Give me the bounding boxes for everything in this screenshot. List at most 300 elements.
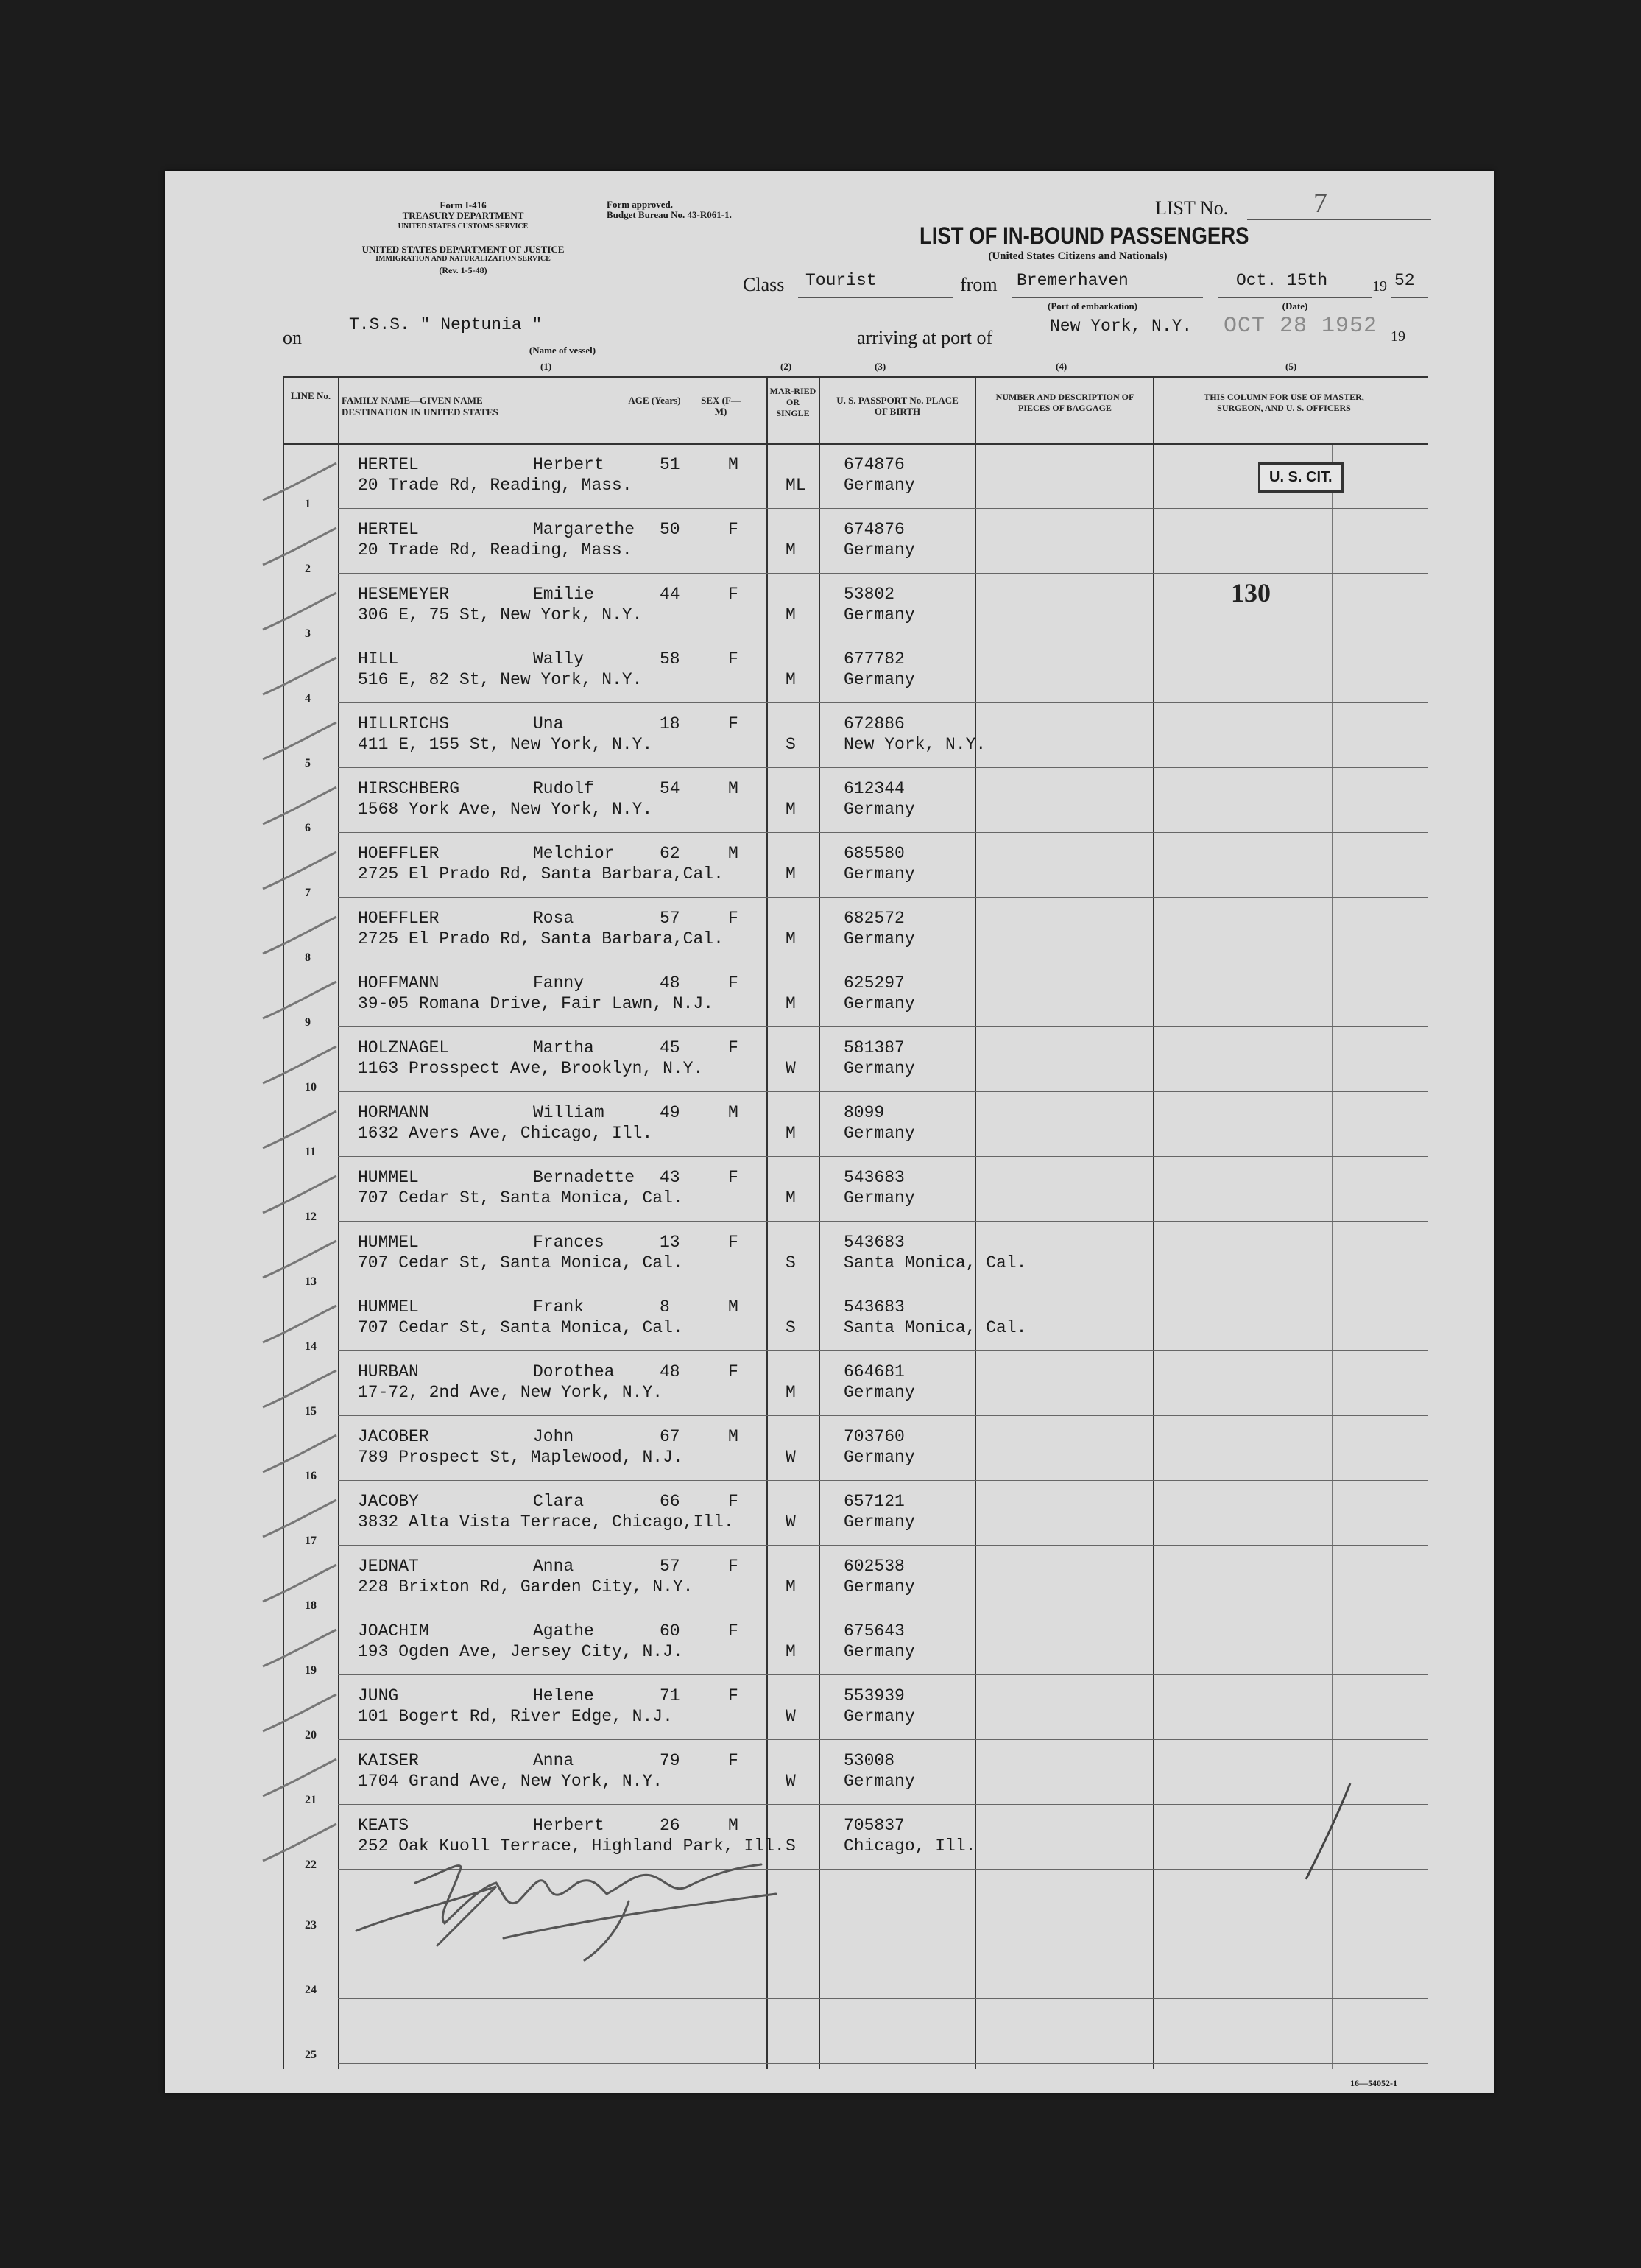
line-number: 22 (305, 1859, 317, 1871)
sex: M (728, 779, 738, 798)
header-line-no: LINE No. (290, 390, 331, 401)
pencil-tick (259, 589, 340, 633)
destination: 2725 El Prado Rd, Santa Barbara,Cal. (358, 929, 724, 948)
given-name: Emilie (533, 585, 594, 604)
passport-number: 53008 (844, 1751, 895, 1770)
sex: F (728, 585, 738, 604)
header-sex: SEX (F—M) (701, 395, 741, 417)
destination: 2725 El Prado Rd, Santa Barbara,Cal. (358, 864, 724, 884)
sex: F (728, 1686, 738, 1705)
destination: 707 Cedar St, Santa Monica, Cal. (358, 1318, 683, 1337)
pencil-tick (259, 1172, 340, 1216)
line-number: 9 (305, 1016, 311, 1029)
row-rule (338, 1156, 1428, 1157)
age: 58 (660, 649, 680, 669)
line-number: 15 (305, 1405, 317, 1418)
table-row (165, 963, 1494, 1028)
table-row (165, 639, 1494, 704)
table-row-empty (165, 2000, 1494, 2065)
place-of-birth: Germany (844, 1707, 915, 1726)
passport-number: 581387 (844, 1038, 905, 1057)
place-of-birth: New York, N.Y. (844, 735, 987, 754)
pencil-tick (259, 719, 340, 763)
marital-status: W (786, 1059, 796, 1078)
passport-number: 675643 (844, 1621, 905, 1641)
justice-dept: UNITED STATES DEPARTMENT OF JUSTICE (361, 244, 565, 255)
pencil-tick (259, 848, 340, 892)
destination: 252 Oak Kuoll Terrace, Highland Park, Ill. (358, 1836, 785, 1856)
pencil-tick (259, 1496, 340, 1540)
place-of-birth: Germany (844, 1383, 915, 1402)
given-name: William (533, 1103, 604, 1122)
place-of-birth: Germany (844, 929, 915, 948)
passport-number: 703760 (844, 1427, 905, 1446)
sex: F (728, 1168, 738, 1187)
given-name: Dorothea (533, 1362, 615, 1381)
place-of-birth: Germany (844, 1188, 915, 1208)
family-name: HORMANN (358, 1103, 429, 1122)
row-rule (338, 897, 1428, 898)
age: 45 (660, 1038, 680, 1057)
row-rule (338, 1091, 1428, 1092)
passport-number: 553939 (844, 1686, 905, 1705)
line-number: 4 (305, 692, 311, 705)
arriving-label: arriving at port of (857, 327, 993, 348)
line-number: 12 (305, 1211, 317, 1223)
given-name: Margarethe (533, 520, 635, 539)
place-of-birth: Chicago, Ill. (844, 1836, 976, 1856)
destination: 1568 York Ave, New York, N.Y. (358, 800, 653, 819)
family-name: HERTEL (358, 455, 419, 474)
col-num-5: (5) (1285, 361, 1297, 372)
place-of-birth: Germany (844, 1772, 915, 1791)
passport-number: 664681 (844, 1362, 905, 1381)
count-stamp: 130 (1231, 578, 1271, 608)
sex: F (728, 714, 738, 733)
row-rule (338, 1026, 1428, 1027)
marital-status: S (786, 735, 796, 754)
sex: F (728, 1557, 738, 1576)
table-row (165, 1741, 1494, 1806)
line-number: 24 (305, 1984, 317, 1996)
line-number: 1 (305, 498, 311, 510)
table-row (165, 510, 1494, 574)
pencil-tick (259, 1431, 340, 1476)
passport-number: 543683 (844, 1233, 905, 1252)
line-number: 21 (305, 1794, 317, 1806)
sex: F (728, 1362, 738, 1381)
date-underline (1218, 297, 1372, 298)
destination: 1704 Grand Ave, New York, N.Y. (358, 1772, 663, 1791)
manifest-subtitle: (United States Citizens and Nationals) (988, 250, 1168, 262)
pencil-tick (259, 1237, 340, 1281)
pencil-tick (259, 783, 340, 828)
given-name: Rosa (533, 909, 574, 928)
destination: 306 E, 75 St, New York, N.Y. (358, 605, 643, 624)
pencil-tick (259, 1561, 340, 1605)
vessel-caption: (Name of vessel) (529, 345, 596, 356)
age: 60 (660, 1621, 680, 1641)
embark-date: Oct. 15th (1236, 271, 1328, 290)
header-married: MAR-RIED OR SINGLE (769, 386, 816, 418)
given-name: Wally (533, 649, 585, 669)
arrival-port: New York, N.Y. (1050, 317, 1193, 336)
destination: 20 Trade Rd, Reading, Mass. (358, 540, 632, 560)
marital-status: M (786, 1642, 796, 1661)
from-underline (1012, 297, 1203, 298)
officer-signature (349, 1842, 805, 1968)
passport-number: 612344 (844, 779, 905, 798)
destination: 193 Ogden Ave, Jersey City, N.J. (358, 1642, 683, 1661)
col-num-1: (1) (540, 361, 552, 372)
pencil-tick (259, 1626, 340, 1670)
destination: 1163 Prosspect Ave, Brooklyn, N.Y. (358, 1059, 704, 1078)
line-number: 23 (305, 1919, 317, 1931)
year-value: 52 (1394, 271, 1415, 290)
header-name: FAMILY NAME—GIVEN NAME (342, 395, 483, 406)
family-name: JOACHIM (358, 1621, 429, 1641)
age: 54 (660, 779, 680, 798)
place-of-birth: Germany (844, 670, 915, 689)
given-name: Frances (533, 1233, 604, 1252)
destination: 707 Cedar St, Santa Monica, Cal. (358, 1253, 683, 1272)
date-caption: (Date) (1282, 300, 1308, 311)
place-of-birth: Germany (844, 476, 915, 495)
marital-status: S (786, 1253, 796, 1272)
form-number: Form I-416 (440, 200, 487, 211)
line-number: 14 (305, 1340, 317, 1353)
marital-status: M (786, 994, 796, 1013)
family-name: HOEFFLER (358, 844, 440, 863)
sex: M (728, 844, 738, 863)
given-name: Anna (533, 1751, 574, 1770)
pencil-tick (259, 1820, 340, 1864)
table-row (165, 1222, 1494, 1287)
age: 26 (660, 1816, 680, 1835)
destination: 516 E, 82 St, New York, N.Y. (358, 670, 643, 689)
line-number: 19 (305, 1664, 317, 1677)
year-underline (1391, 297, 1428, 298)
line-number: 16 (305, 1470, 317, 1482)
age: 18 (660, 714, 680, 733)
age: 57 (660, 1557, 680, 1576)
passport-number: 602538 (844, 1557, 905, 1576)
pencil-tick (259, 978, 340, 1022)
pencil-tick (259, 913, 340, 957)
destination: 3832 Alta Vista Terrace, Chicago,Ill. (358, 1512, 734, 1532)
age: 8 (660, 1297, 670, 1317)
line-number: 13 (305, 1275, 317, 1288)
age: 51 (660, 455, 680, 474)
table-row (165, 1028, 1494, 1093)
sex: F (728, 909, 738, 928)
passport-number: 625297 (844, 973, 905, 993)
check-mark (1299, 1776, 1358, 1887)
header-officers: THIS COLUMN FOR USE OF MASTER, SURGEON, AND U. S. OFFICERS (1204, 392, 1364, 413)
destination: 1632 Avers Ave, Chicago, Ill. (358, 1124, 653, 1143)
family-name: KAISER (358, 1751, 419, 1770)
age: 57 (660, 909, 680, 928)
family-name: HILLRICHS (358, 714, 450, 733)
line-number: 7 (305, 887, 311, 899)
destination: 228 Brixton Rd, Garden City, N.Y. (358, 1577, 694, 1596)
row-rule (338, 1739, 1428, 1740)
table-row (165, 1417, 1494, 1482)
marital-status: M (786, 864, 796, 884)
table-row (165, 1676, 1494, 1741)
table-row (165, 769, 1494, 834)
family-name: HESEMEYER (358, 585, 450, 604)
from-label: from (960, 274, 998, 295)
passport-number: 674876 (844, 520, 905, 539)
sex: F (728, 1038, 738, 1057)
pencil-tick (259, 1107, 340, 1152)
row-rule (338, 1804, 1428, 1805)
row-rule (338, 1221, 1428, 1222)
us-citizen-stamp: U. S. CIT. (1258, 462, 1344, 493)
given-name: Bernadette (533, 1168, 635, 1187)
header-age: AGE (Years) (628, 395, 681, 406)
passport-number: 685580 (844, 844, 905, 863)
line-number: 8 (305, 951, 311, 964)
marital-status: W (786, 1707, 796, 1726)
manifest-title: LIST OF IN-BOUND PASSENGERS (920, 222, 1249, 249)
passport-number: 705837 (844, 1816, 905, 1835)
marital-status: M (786, 1577, 796, 1596)
arrival-date-stamp: OCT 28 1952 (1224, 314, 1378, 339)
pencil-tick (259, 524, 340, 568)
age: 50 (660, 520, 680, 539)
passport-number: 543683 (844, 1297, 905, 1317)
marital-status: M (786, 800, 796, 819)
row-rule (338, 1674, 1428, 1675)
marital-status: S (786, 1836, 796, 1856)
sex: F (728, 1492, 738, 1511)
place-of-birth: Santa Monica, Cal. (844, 1318, 1027, 1337)
class-value: Tourist (805, 271, 877, 290)
pencil-tick (259, 654, 340, 698)
age: 79 (660, 1751, 680, 1770)
place-of-birth: Germany (844, 1448, 915, 1467)
age: 62 (660, 844, 680, 863)
row-rule (338, 832, 1428, 833)
form-approved: Form approved. (607, 199, 674, 210)
destination: 20 Trade Rd, Reading, Mass. (358, 476, 632, 495)
year-prefix: 19 (1372, 278, 1387, 295)
marital-status: M (786, 1124, 796, 1143)
given-name: Melchior (533, 844, 615, 863)
header-baggage: NUMBER AND DESCRIPTION OF PIECES OF BAGGAGE (995, 392, 1134, 413)
pencil-tick (259, 1043, 340, 1087)
marital-status: M (786, 670, 796, 689)
table-row (165, 1352, 1494, 1417)
line-number: 5 (305, 757, 311, 770)
sex: F (728, 520, 738, 539)
family-name: HUMMEL (358, 1233, 419, 1252)
place-of-birth: Germany (844, 1512, 915, 1532)
header-passport: U. S. PASSPORT No. PLACE OF BIRTH (836, 395, 959, 417)
row-rule (338, 1545, 1428, 1546)
marital-status: S (786, 1318, 796, 1337)
list-no-value: 7 (1313, 188, 1327, 219)
table-row (165, 1546, 1494, 1611)
on-label: on (283, 327, 302, 348)
arrival-year-prefix: 19 (1391, 328, 1405, 345)
line-number: 18 (305, 1599, 317, 1612)
class-label: Class (743, 274, 785, 295)
family-name: JEDNAT (358, 1557, 419, 1576)
table-top-rule (283, 376, 1428, 378)
sex: F (728, 1621, 738, 1641)
row-rule (338, 1415, 1428, 1416)
row-rule (338, 702, 1428, 703)
marital-status: W (786, 1772, 796, 1791)
family-name: JACOBER (358, 1427, 429, 1446)
family-name: KEATS (358, 1816, 409, 1835)
table-row (165, 574, 1494, 639)
row-rule (338, 767, 1428, 768)
given-name: Rudolf (533, 779, 594, 798)
table-row (165, 1611, 1494, 1676)
age: 48 (660, 1362, 680, 1381)
col-num-4: (4) (1056, 361, 1067, 372)
given-name: Frank (533, 1297, 585, 1317)
sex: M (728, 1427, 738, 1446)
pencil-tick (259, 1691, 340, 1735)
sex: M (728, 455, 738, 474)
family-name: HILL (358, 649, 399, 669)
row-rule (338, 508, 1428, 509)
list-no-underline (1247, 219, 1431, 220)
destination: 39-05 Romana Drive, Fair Lawn, N.J. (358, 994, 714, 1013)
table-row (165, 1158, 1494, 1222)
line-number: 25 (305, 2049, 317, 2061)
embark-port: Bremerhaven (1017, 271, 1129, 290)
marital-status: M (786, 605, 796, 624)
marital-status: M (786, 1188, 796, 1208)
sex: F (728, 1751, 738, 1770)
class-underline (798, 297, 953, 298)
marital-status: W (786, 1448, 796, 1467)
age: 43 (660, 1168, 680, 1187)
place-of-birth: Santa Monica, Cal. (844, 1253, 1027, 1272)
passport-number: 672886 (844, 714, 905, 733)
table-row (165, 704, 1494, 769)
line-number: 3 (305, 627, 311, 640)
place-of-birth: Germany (844, 1124, 915, 1143)
sex: M (728, 1103, 738, 1122)
family-name: HIRSCHBERG (358, 779, 460, 798)
marital-status: M (786, 540, 796, 560)
footer-code: 16—54052-1 (1350, 2078, 1397, 2088)
marital-status: W (786, 1512, 796, 1532)
vessel-name: T.S.S. " Neptunia " (349, 315, 543, 334)
passport-number: 53802 (844, 585, 895, 604)
family-name: JACOBY (358, 1492, 419, 1511)
age: 66 (660, 1492, 680, 1511)
place-of-birth: Germany (844, 800, 915, 819)
sex: F (728, 649, 738, 669)
destination: 101 Bogert Rd, River Edge, N.J. (358, 1707, 673, 1726)
family-name: HUMMEL (358, 1297, 419, 1317)
passport-number: 657121 (844, 1492, 905, 1511)
passport-number: 674876 (844, 455, 905, 474)
passport-number: 543683 (844, 1168, 905, 1187)
pencil-tick (259, 1367, 340, 1411)
place-of-birth: Germany (844, 540, 915, 560)
manifest-page (165, 171, 1494, 2093)
row-rule (338, 1998, 1428, 1999)
embark-port-caption: (Port of embarkation) (1047, 300, 1138, 311)
customs-service: UNITED STATES CUSTOMS SERVICE (398, 222, 529, 230)
col-num-3: (3) (875, 361, 886, 372)
given-name: Herbert (533, 1816, 604, 1835)
line-number: 10 (305, 1081, 317, 1094)
row-rule (338, 1480, 1428, 1481)
table-row (165, 834, 1494, 898)
passport-number: 677782 (844, 649, 905, 669)
given-name: John (533, 1427, 574, 1446)
form-revision: (Rev. 1-5-48) (439, 265, 487, 275)
place-of-birth: Germany (844, 605, 915, 624)
sex: M (728, 1297, 738, 1317)
family-name: HERTEL (358, 520, 419, 539)
place-of-birth: Germany (844, 994, 915, 1013)
header-destination: DESTINATION IN UNITED STATES (342, 406, 498, 418)
given-name: Agathe (533, 1621, 594, 1641)
sex: M (728, 1816, 738, 1835)
family-name: HOFFMANN (358, 973, 440, 993)
given-name: Helene (533, 1686, 594, 1705)
given-name: Anna (533, 1557, 574, 1576)
row-rule (338, 1350, 1428, 1351)
table-row (165, 898, 1494, 963)
given-name: Fanny (533, 973, 585, 993)
age: 44 (660, 585, 680, 604)
age: 67 (660, 1427, 680, 1446)
ins-service: IMMIGRATION AND NATURALIZATION SERVICE (375, 255, 551, 263)
family-name: HOLZNAGEL (358, 1038, 450, 1057)
pencil-tick (259, 1302, 340, 1346)
marital-status: M (786, 1383, 796, 1402)
line-number: 11 (305, 1146, 317, 1158)
pencil-tick (259, 459, 340, 504)
table-row (165, 1287, 1494, 1352)
given-name: Una (533, 714, 564, 733)
family-name: HUMMEL (358, 1168, 419, 1187)
line-number: 17 (305, 1535, 317, 1547)
destination: 789 Prospect St, Maplewood, N.J. (358, 1448, 683, 1467)
marital-status: M (786, 929, 796, 948)
marital-status: ML (786, 476, 806, 495)
passport-number: 8099 (844, 1103, 885, 1122)
table-row (165, 445, 1494, 510)
age: 49 (660, 1103, 680, 1122)
table-row (165, 1093, 1494, 1158)
age: 48 (660, 973, 680, 993)
destination: 411 E, 155 St, New York, N.Y. (358, 735, 653, 754)
budget-bureau: Budget Bureau No. 43-R061-1. (607, 209, 732, 220)
destination: 707 Cedar St, Santa Monica, Cal. (358, 1188, 683, 1208)
place-of-birth: Germany (844, 1577, 915, 1596)
family-name: HURBAN (358, 1362, 419, 1381)
row-rule (338, 573, 1428, 574)
given-name: Martha (533, 1038, 594, 1057)
family-name: HOEFFLER (358, 909, 440, 928)
place-of-birth: Germany (844, 864, 915, 884)
given-name: Clara (533, 1492, 585, 1511)
table-row (165, 1482, 1494, 1546)
